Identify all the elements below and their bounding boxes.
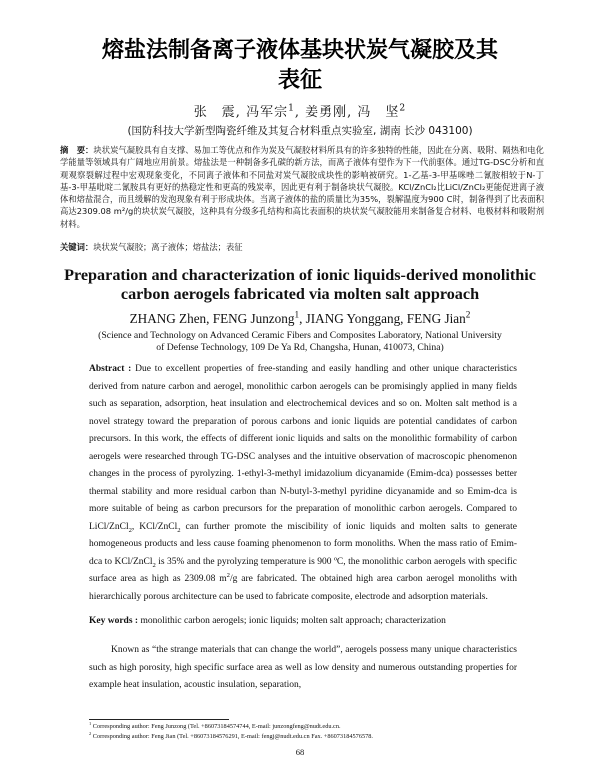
chinese-abstract-label: 摘 要： (60, 145, 94, 155)
chinese-authors (0, 101, 600, 120)
footnote-2-text: Corresponding author: Feng Jian (Tel. +86073184576291, E-mail: fengj@nudt.edu.cn Fax. +86073184576578. (91, 733, 373, 740)
chinese-author-1: 张 震, (193, 105, 241, 120)
page-number: 68 (295, 747, 305, 757)
chinese-title-line-1: 熔盐法制备离子液体基块状炭气凝胶及其 (101, 38, 498, 63)
chinese-author-2-mark: 1 (288, 103, 295, 114)
footnote-2 (89, 730, 529, 741)
english-abstract-sub-3: 2 (152, 561, 156, 569)
footnote-1-mark: 1 (89, 720, 92, 726)
chinese-keywords-text: 块状炭气凝胶；离子液体；熔盐法；表征 (93, 242, 243, 252)
english-affiliation-line-2: of Defense Technology, 109 De Ya Rd, Changsha, Hunan, 410073, China) (156, 342, 444, 353)
chinese-author-rest: , 姜勇刚, 冯 坚 (294, 105, 400, 120)
chinese-keywords (60, 241, 544, 253)
chinese-title-line-2: 表征 (277, 68, 322, 93)
english-affiliation (90, 330, 510, 354)
english-abstract-label: Abstract : (89, 364, 132, 374)
english-author-rest-mark: 2 (465, 309, 471, 320)
introduction-paragraph: Known as “the strange materials that can change the world”, aerogels possess many unique characteristics such as high porosity, high specific surface area as well as low density and numerous outstanding properties for example heat insulation, acoustic insulation, separation, (89, 645, 517, 690)
english-abstract-part-4: is 35% and the pyrolyzing temperature is 900 ºC, the monolithic carbon aerogels with specific surface area as high as 2309.08 m (89, 556, 518, 584)
english-title-line-1: Preparation and characterization of ionic liquids-derived monolithic (64, 266, 536, 284)
english-abstract-part-5: /g are fabricated. The obtained high area carbon aerogel monoliths with hierarchically porous architecture can be used to fabricate composite, electrode and adsorption materials. (89, 574, 517, 602)
footnote-1-text: Corresponding author: Feng Junzong (Tel. +86073184574744, E-mail: junzongfeng@nudt.edu.cn. (91, 723, 341, 730)
chinese-affiliation: (国防科技大学新型陶瓷纤维及其复合材料重点实验室, 湖南 长沙 043100) (127, 125, 473, 137)
chinese-author-rest-mark: 2 (399, 103, 407, 114)
english-author-rest: , JIANG Yonggang, FENG Jian (299, 311, 466, 326)
english-affiliation-line-1: (Science and Technology on Advanced Ceramic Fibers and Composites Laboratory, National University (98, 330, 502, 341)
english-abstract-part-2: , KCl/ZnCl (131, 521, 178, 532)
english-authors (0, 311, 600, 327)
footnote-1 (89, 720, 529, 731)
footnote-2-mark: 2 (89, 730, 92, 736)
english-title-line-2: carbon aerogels fabricated via molten salt approach (120, 285, 480, 303)
english-author-1: ZHANG Zhen, FENG Junzong (129, 311, 295, 326)
chinese-abstract (60, 144, 544, 230)
english-keywords-text: monolithic carbon aerogels; ionic liquids; molten salt approach; characterization (138, 616, 446, 626)
english-author-1-mark: 1 (294, 309, 300, 320)
english-abstract-part-3: can further promote the miscibility of ionic liquids and molten salts to generate homogeneous products and less cause foaming phenomenon to form monoliths. When the mass ratio of Emim-dca to KCl/ZnCl (89, 521, 517, 567)
english-keywords (89, 614, 517, 628)
english-abstract (89, 361, 517, 606)
english-abstract-sub-1: 2 (128, 526, 132, 534)
chinese-keywords-label: 关键词： (60, 242, 94, 252)
footnote-divider (89, 719, 229, 720)
english-abstract-sup-1: 2 (226, 571, 230, 579)
chinese-abstract-text: 块状炭气凝胶具有自支撑、易加工等优点和作为炭及气凝胶材料所具有的许多独特的性能，因此在分离、吸附、隔热和电化学能量等领域具有广阔地应用前景。熔盐法是一种制备多孔碳的新方法，而离子液体有望作为下一代前驱体。通过TG-DSC分析和直观观察裂解过程中宏观现象变化，不同离子液体和不同盐对炭气凝胶成块性的影响被研究。1-乙基-3-甲基咪唑二氰胺相较于N-丁基-3-甲基吡啶二氰胺具有更好的热稳定性和更高的残炭率，因此更有利于制备块状气凝胶。KCl/ZnCl₂比LiCl/ZnCl₂更能促进离子液体和熔盐混合，而且缓解的发泡现象有利于形成块体。当离子液体的盐的质量比为35%，裂解温度为900 C时，制备得到了比表面积高达2309.08 m²/g的块状炭气凝胶，这种具有分级多孔结构和高比表面积的块状炭气凝胶能用来制备复合材料、电极材料和吸附剂材料。 (60, 145, 544, 229)
chinese-author-2: 冯军宗 (246, 105, 289, 120)
english-abstract-part-1: Due to excellent properties of free-standing and easily handling and other unique characteristics derived from nature carbon and aerogel, monolithic carbon aerogels can be promisingly applied in many fields such as separation, adsorption, heat insulation and electrochemical devices and so on. Molten salt method is a novel strategy toward the preparation of porous carbons and ionic liquids are potential candidates of carbon precursors. In this work, the effects of different ionic liquids and salts on the monolithic formability of carbon aerogels were researched through TG-DSC analyses and the intuitive observation of macroscopic phenomenon changes in the process of pyrolyzing. 1-ethyl-3-methyl imidazolium dicyanamide (Emim-dca) possesses better thermal stability and more residual carbon than N-butyl-3-methyl pyridine dicyanamide and so Emim-dca is more suitable of being as carbon precursors for the preparation of monolithic carbon aerogels. Compared to LiCl/ZnCl (89, 364, 518, 532)
english-keywords-label: Key words : (89, 616, 139, 626)
english-abstract-sub-2: 2 (177, 526, 181, 534)
english-title (50, 266, 550, 304)
